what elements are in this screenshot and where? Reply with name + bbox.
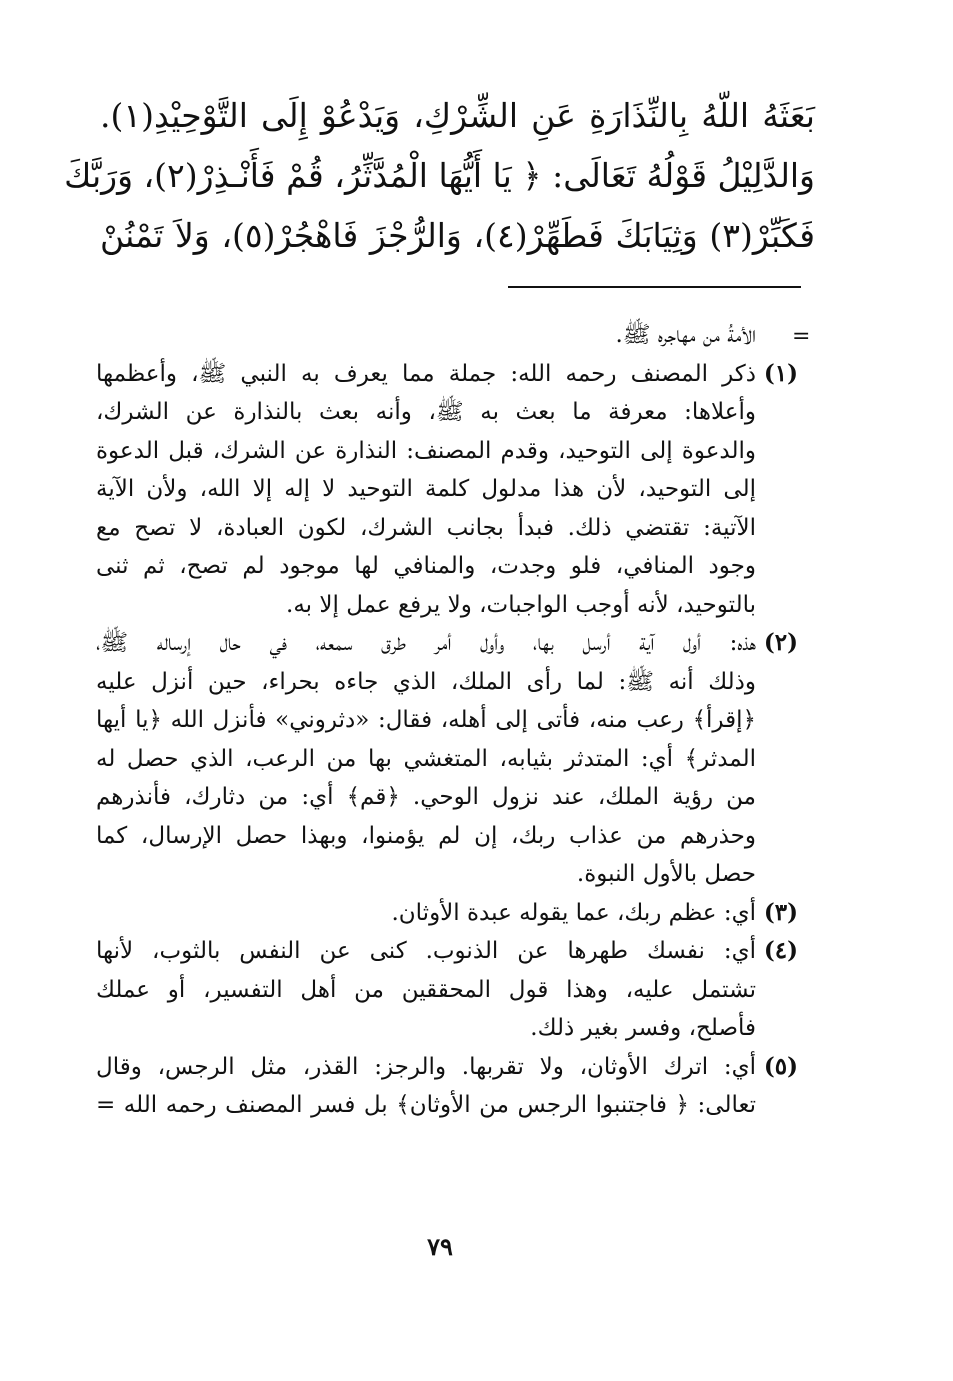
main-text	[64, 86, 815, 266]
footnote-text: أي: اترك الأوثان، ولا تقربها. والرجز: القذر، مثل الرجس، وقال	[96, 1053, 756, 1080]
footnote-2-line: حصل بالأول النبوة.	[576, 861, 756, 887]
footnote-1-line: الآتية: تقتضي ذلك. فبدأ بجانب الشرك، لكون العبادة، لا تصح مع	[96, 514, 756, 541]
footnote-2-line: ﴿إقرأ﴾ رعب منه، فأتى إلى أهله، فقال: «دثروني» فأنزل الله ﴿يا أيها	[96, 707, 756, 733]
footnote-1-line: بالتوحيد، لأنه أوجب الواجبات، ولا يرفع عمل إلا به.	[286, 591, 756, 618]
footnote-1-line	[96, 355, 798, 394]
footnote-5-line	[96, 1048, 798, 1087]
footnote-5-line: تعالى: ﴿ فاجتنبوا الرجس من الأوثان﴾ بل فسر المصنف رحمه الله =	[96, 1092, 756, 1118]
footnote-2-line: وذلك أنه ﷺ: لما رأى الملك، الذي جاءه بحراء، حين أنزل عليه	[96, 668, 756, 695]
footnote-number: (٣)	[763, 898, 798, 926]
footnotes	[96, 316, 798, 1125]
footnote-4-line	[96, 932, 798, 971]
continuation-mark: =	[792, 324, 811, 349]
footnote-3-line	[96, 894, 798, 933]
main-text-line: بَعَثَهُ اللّهُ بِالنِّذَارَةِ عَنِ الشِّرْكِ، وَيَدْعُوْ إِلَى التَّوْحِيْدِ(١).	[100, 96, 815, 135]
footnote-1-line: إلى التوحيد، لأن هذا مدلول كلمة التوحيد لا إله إلا الله، ولأن الآية	[96, 476, 756, 502]
footnote-4-line: تشتمل عليه، وهذا قول المحققين من أهل التفسير، أو عملك	[96, 976, 756, 1003]
footnote-text: ذكر المصنف رحمه الله: جملة مما يعرف به النبي ﷺ، وأعظمها	[96, 360, 756, 387]
footnote-number: (٤)	[763, 937, 799, 964]
footnote-divider	[508, 286, 801, 288]
footnote-2-line: من رؤية الملك، عند نزول الوحي. ﴿قم﴾ أي: من دثارك، فأنذرهم	[96, 784, 756, 810]
footnote-1-line: والدعوة إلى التوحيد، وقدم المصنف: النذارة عن الشرك، قبل الدعوة	[96, 437, 756, 464]
footnote-number: (١)	[763, 359, 798, 387]
footnote-text: هذه: أول آية أرسل بها، وأول أمر طرق سمعه، في حال إرساله ﷺ،	[96, 630, 756, 656]
main-text-line: وَالدَّلِيْلُ قَوْلُهُ تَعَالَى: ﴿ يَا أَيُّهَا الْمُدَّثِّرُ، قُمْ فَأَنْـذِرْ(٢)، وَرَبَّكَ	[64, 156, 815, 195]
footnote-number: (٢)	[763, 629, 798, 656]
footnote-1-line: وجود المنافي، فلو وجدت، والمنافي لها موجود لم تصح، ثم ثنى	[96, 553, 756, 579]
footnote-2-line: المدثر﴾ أي: المتدثر بثيابه، المتغشي بها من الرعب، الذي حصل له	[96, 745, 756, 772]
footnote-1-line: وأعلاها: معرفة ما بعث به ﷺ، وأنه بعث بالنذارة عن الشرك،	[96, 399, 756, 425]
page-number: ٧٩	[427, 1232, 453, 1261]
main-text-line: فَكَبِّرْ(٣) وَثِيَابَكَ فَطَهِّرْ(٤)، وَالرُّجْزَ فَاهْجُرْ(٥)، وَلاَ تَمْنُنْ	[100, 216, 815, 255]
footnote-text: أي: عظم ربك، عما يقوله عبدة الأوثان.	[391, 899, 756, 926]
footnote-2-line	[96, 624, 798, 663]
footnote-number: (٥)	[763, 1052, 798, 1080]
footnote-text: أي: نفسك طهرها عن الذنوب. كنى عن النفس بالثوب، لأنها	[96, 938, 757, 964]
footnote-2-line: وحذرهم من عذاب ربك، إن لم يؤمنوا، وبهذا حصل الإرسال، كما	[96, 822, 756, 849]
footnote-4-line: فأصلح، وفسر بغير ذلك.	[530, 1015, 756, 1041]
footnote-continuation: الأمةُ من مهاجره ﷺ.	[615, 322, 756, 348]
